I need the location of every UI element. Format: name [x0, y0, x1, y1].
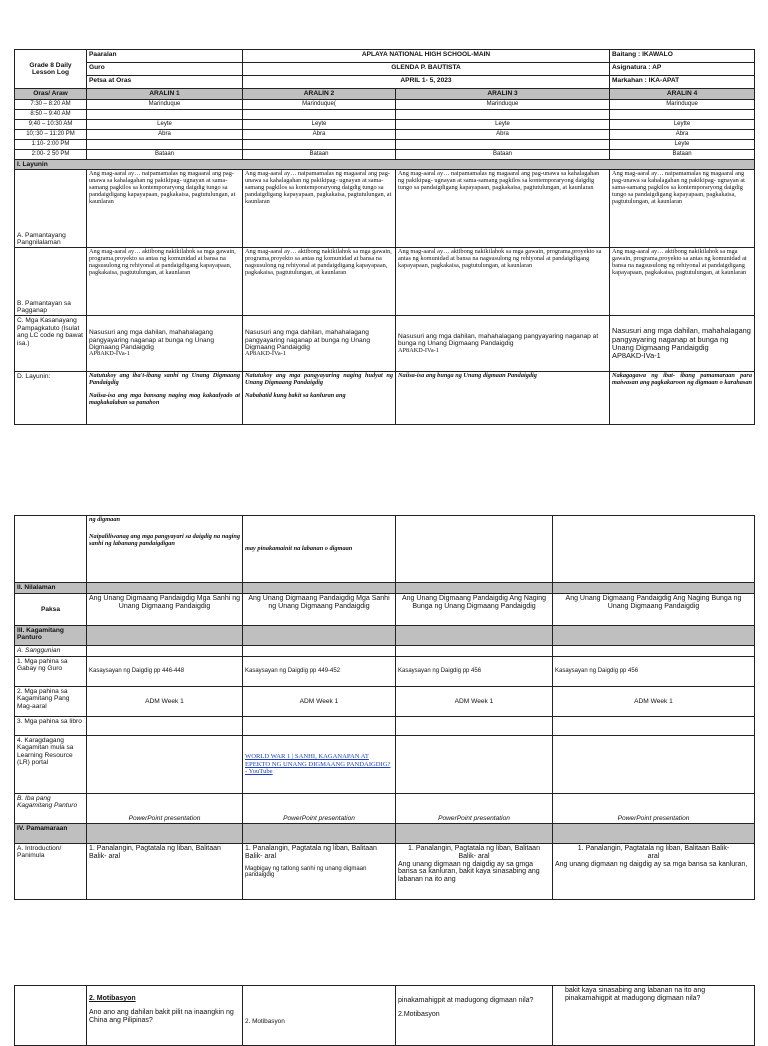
asignatura: Asignatura : AP — [610, 63, 755, 76]
pamantayan-sa-pagganap-text: Ang mag-aaral ay… aktibong nakikilahok sa mga gawain, programa,proyekto sa antas ng komunidad at bansa na nagsusulong ng rehiyonal at pandaigdigang kapayapaan, pagkakaisa, pagtutulungan, at kaunlaran — [243, 248, 396, 316]
kasanayan-text: Nasusuri ang mga dahilan, mahahalagang pangyayaring naganap at bunga ng Unang Digmaang Pandaigdig — [245, 329, 371, 352]
lesson-log-table-page3 — [14, 985, 755, 1046]
sanggunian-label: A. Sanggunian — [15, 646, 87, 657]
kagamitang-magaaral-value: ADM Week 1 — [87, 687, 243, 717]
aralin-2-header: ARALIN 2 — [243, 89, 396, 100]
schedule-cell: Bataan — [87, 150, 243, 160]
schedule-cell — [396, 110, 610, 120]
petsa-label: Petsa at Oras — [87, 76, 243, 89]
lc-code: AP8AKD-IVa-1 — [89, 350, 130, 358]
kagamitang-magaaral-value: ADM Week 1 — [396, 687, 553, 717]
introduction-label: A. Introduction/ Panimula — [15, 844, 87, 900]
schedule-row — [15, 140, 755, 150]
section-nilalaman: II. Nilalaman — [15, 583, 87, 594]
schedule-cell: Leyte — [87, 120, 243, 130]
schedule-time: 7:30 – 8:20 AM — [15, 100, 87, 110]
iba-pang-kagamitan-label: B. Iba pang Kagamitang Panturo — [15, 794, 87, 824]
gabay-guro-value: Kasaysayan ng Daigdig pp 449-452 — [243, 657, 396, 687]
gabay-guro-label: 1. Mga pahina sa Gabay ng Guro — [15, 657, 87, 687]
pamantayan-sa-pagganap-text: Ang mag-aaral ay… aktibong nakikilahok sa mga gawain, programa,proyekto sa antas ng komunidad at bansa na nagsusulong ng rehiyonal at pandaigdigang kapayapaan, pagkakaisa, pagtutulungan, at kaunlaran — [396, 248, 610, 316]
baitang: Baitang : IKAWALO — [610, 50, 755, 63]
gabay-guro-value: Kasaysayan ng Daigdig pp 456 — [396, 657, 553, 687]
paaralan-value: APLAYA NATIONAL HIGH SCHOOL-MAIN — [243, 50, 610, 63]
introduction-text: 1. Panalangin, Pagtatala ng liban, Balitaan Balik- aral — [245, 845, 377, 860]
introduction-text: Ang unang digmaan ng daigdig ay sa gmga bansa sa kanluran, bakit kaya sinasabing ang labanan na ito ang — [398, 860, 540, 884]
introduction-text: Magbigay ng tatlong sanhi ng unang digmaan pandaigdig — [245, 865, 367, 879]
motibasyon-title: 2. Motibasyon — [245, 1018, 285, 1025]
schedule-cell: Bataan — [610, 150, 755, 160]
kasanayan-text: Nasusuri ang mga dahilan, mahahalagang pangyayaring naganap at bunga ng Unang Digmaang Pandaigdig — [398, 333, 599, 348]
schedule-cell: Leytte — [610, 120, 755, 130]
paksa-text: Ang Unang Digmaang Pandaigdig Ang Naging Bunga ng Unang Digmaang Pandaigdig — [396, 594, 553, 626]
layunin-d-text: Natutukoy ang mga pangyayaring naging hudyat ng Unang Digmaang Pandaigdig — [245, 372, 393, 387]
kagamitang-magaaral-value: ADM Week 1 — [243, 687, 396, 717]
schedule-cell: Marinduque( — [243, 100, 396, 110]
schedule-cell: Bataan — [396, 150, 610, 160]
layunin-d-text: Naiisa-isa ang bunga ng Unang digmaan Pandaigdig — [398, 372, 537, 380]
kagamitang-magaaral-label: 2. Mga pahina sa Kagamitang Pang Mag-aaral — [15, 687, 87, 717]
lr-video-link[interactable]: WORLD WAR 1 | SANHI, KAGANAPAN AT EPEKTO NG UNANG DIGMAANG PANDAIGDIG? - YouTube — [245, 753, 391, 776]
layunin-cont-text: Naipaliliwanag ang mga pangyayari sa daigdig na naging sanhi ng labanang pandaigdigan — [89, 532, 240, 547]
layunin-d-text: Nakagagawa ng ibat- ibang pamamaraan para maiwasan ang pagkakaroon ng digmaan o karahasan — [612, 372, 753, 387]
oras-header: Oras/ Araw — [15, 89, 87, 100]
kasanayan-text: Nasusuri ang mga dahilan, mahahalagang pangyayaring naganap at bunga ng Unang Digmaang Pandaigdig — [612, 326, 751, 352]
schedule-cell: Leyte — [610, 140, 755, 150]
introduction-text: 1. Panalangin, Pagtatala ng liban, Balitaan Balik- aral — [408, 845, 540, 860]
schedule-row — [15, 100, 755, 110]
iba-pang-kagamitan-value: PowerPoint presentation — [243, 794, 396, 824]
page-1 — [0, 0, 768, 460]
pamantayang-pangnilalaman-text: Ang mag-aaral ay… naipamamalas ng magaaral ang pag-unawa sa kahalagahan ng pakikipag- ugnayan at sama-samang pagkilos sa kontemporaryong daigdig tungo sa pandaigdigang kapayapaan, pagkakaisa, pagtutulungan, at kaunlaran — [610, 170, 755, 248]
schedule-cell: Abra — [610, 130, 755, 140]
paaralan-label: Paaralan — [87, 50, 243, 63]
lc-code: AP8AKD-IVa-1 — [612, 351, 661, 361]
schedule-time: 8:50 – 9:40 AM — [15, 110, 87, 120]
aralin-1-header: ARALIN 1 — [87, 89, 243, 100]
paksa-label: Paksa — [15, 594, 87, 626]
guro-value: GLENDA P. BAUTISTA — [243, 63, 610, 76]
kasanayan-text: Nasusuri ang mga dahilan, mahahalagang pangyayaring naganap at bunga ng Unang Digmaang Pandaigdig — [89, 329, 215, 352]
motibasyon-title: 2. Motibasyon — [89, 995, 136, 1002]
pamantayan-sa-pagganap-text: Ang mag-aaral ay… aktibong nakikilahok sa mga gawain, programa,proyekto sa antas ng komunidad at bansa na nagsusulong ng rehiyonal at pandaigdigang kapayapaan, pagkakaisa, pagtutulungan, at kaunlaran — [87, 248, 243, 316]
paksa-text: Ang Unang Digmaang Pandaigdig Ang Naging Bunga ng Unang Digmaang Pandaigdig — [553, 594, 755, 626]
schedule-row — [15, 110, 755, 120]
schedule-cell — [610, 110, 755, 120]
schedule-cell — [243, 140, 396, 150]
pamantayan-sa-pagganap-text: Ang mag-aaral ay… aktibong nakikilahok sa mga gawain, programa,proyekto sa antas ng komunidad at bansa na nagsusulong ng rehiyonal at pandaigdigang kapayapaan, pagkakaisa, pagtutulungan, at kaunlaran — [610, 248, 755, 316]
layunin-cont-text: may pinakamainit na labanan o digmaan — [243, 516, 396, 583]
schedule-cell — [243, 110, 396, 120]
schedule-time: 10;:30 – 11:20 PM — [15, 130, 87, 140]
motibasyon-question: Ano ano ang dahilan bakit pilit na inaangkin ng China ang Pilipinas? — [89, 1008, 234, 1024]
page-3 — [0, 975, 768, 1024]
motibasyon-text: pinakamahigpit at madugong digmaan nila? — [398, 997, 534, 1004]
schedule-time: 9;40 – 10:30 AM — [15, 120, 87, 130]
gabay-guro-value: Kasaysayan ng Daigdig pp 456 — [553, 657, 755, 687]
aralin-4-header: ARALIN 4 — [610, 89, 755, 100]
schedule-cell: Abra — [87, 130, 243, 140]
pamantayang-pangnilalaman-text: Ang mag-aaral ay… naipamamalas ng magaaral ang pag-unawa sa kahalagahan ng pakikipag- ugnayan at sama-samang pagkilos sa kontemporaryong daigdig tungo sa pandaigdigang kapayapaan, pagkakaisa, pagtutulungan, at kaunlaran — [243, 170, 396, 248]
kasanayang-pampagkatuto-label: C. Mga Kasanayang Pampagkatuto (Isulat ang LC code ng bawat isa.) — [15, 316, 87, 372]
motibasyon-title: 2.Motibasyon — [398, 1010, 440, 1018]
pamantayang-pangnilalaman-text: Ang mag-aaral ay… naipamamalas ng magaaral ang pag-unawa sa kahalagahan ng pakikipag- ugnayan at sama-samang pagkilos sa kontemporaryong daigdig tungo sa pandaigdigang kapayapaan, pagkakaisa, pagtutulungan, at kaunlaran — [87, 170, 243, 248]
schedule-row — [15, 150, 755, 160]
schedule-cell: Abra — [396, 130, 610, 140]
schedule-cell: Marinduque — [396, 100, 610, 110]
schedule-cell: Leyte — [396, 120, 610, 130]
gabay-guro-value: Kasaysayan ng Daigdig pp 446-448 — [87, 657, 243, 687]
introduction-text: Ang unang digmaan ng daigdig ay sa mga bansa sa kanluran, — [555, 860, 748, 868]
paksa-text: Ang Unang Digmaang Pandaigdig Mga Sanhi ng Unang Digmaang Pandaigdig — [87, 594, 243, 626]
kagamitang-magaaral-value: ADM Week 1 — [553, 687, 755, 717]
lc-code: AP8AKD-IVa-1 — [245, 350, 286, 358]
lc-code: AP8AKD-IVa-1 — [398, 346, 439, 354]
schedule-time: 2:00- 2 50 PM — [15, 150, 87, 160]
dll-title: Grade 8 Daily Lesson Log — [15, 50, 87, 89]
markahan: Markahan : IKA-APAT — [610, 76, 755, 89]
lr-portal-label: 4. Karagdagang Kagamitan mula sa Learning Resource (LR) portal — [15, 736, 87, 794]
lesson-log-table-page2 — [14, 515, 755, 900]
section-pamamaraan: IV. Pamamaraan — [15, 824, 87, 844]
petsa-value: APRIL 1- 5, 2023 — [243, 76, 610, 89]
schedule-cell: Leyte — [243, 120, 396, 130]
motibasyon-text: bakit kaya sinasabing ang labanan na ito ang pinakamahigpit at madugong digmaan nila? — [565, 987, 706, 1002]
schedule-row — [15, 120, 755, 130]
schedule-cell: Bataan — [243, 150, 396, 160]
schedule-cell — [396, 140, 610, 150]
pamantayan-sa-pagganap-label: B. Pamantayan sa Pagganap — [15, 248, 87, 316]
layunin-d-text: Naiisa-isa ang mga bansang naging mag kakaalyado at magkakalaban sa panahon — [89, 392, 240, 407]
schedule-cell: Abra — [243, 130, 396, 140]
iba-pang-kagamitan-value: PowerPoint presentation — [396, 794, 553, 824]
section-layunin: I. Layunin — [15, 160, 755, 170]
schedule-cell — [87, 110, 243, 120]
schedule-time: 1:10- 2:00 PM — [15, 140, 87, 150]
introduction-text: 1. Panalangin, Pagtatala ng liban, Balitaan Balik- aral — [577, 845, 730, 860]
teksbuk-label: 3. Mga pahina sa libro — [15, 717, 87, 736]
schedule-cell: Marinduque — [87, 100, 243, 110]
layunin-d-label: D. Layunin: — [15, 372, 87, 425]
aralin-3-header: ARALIN 3 — [396, 89, 610, 100]
layunin-d-text: Natutukoy ang iba't-ibang sanhi ng Unang Digmaang Pandaigdig — [89, 372, 240, 387]
schedule-cell: Marinduque — [610, 100, 755, 110]
page-2 — [0, 500, 768, 940]
iba-pang-kagamitan-value: PowerPoint presentation — [553, 794, 755, 824]
section-kagamitan: III. Kagamitang Panturo — [15, 626, 87, 646]
pamantayang-pangnilalaman-text: Ang mag-aaral ay… naipamamalas ng magaaral ang pag-unawa sa kahalagahan ng pakikipag- ugnayan at sama-samang pagkilos sa kontemporaryong daigdig tungo sa pandaigdigang kapayapaan, pagkakaisa, pagtutulungan, at kaunlaran — [396, 170, 610, 248]
iba-pang-kagamitan-value: PowerPoint presentation — [87, 794, 243, 824]
layunin-d-text: Nababatid kung bakit sa kanluran ang — [245, 392, 346, 400]
schedule-row — [15, 130, 755, 140]
lesson-log-table-page1 — [14, 49, 755, 425]
introduction-text: 1. Panalangin, Pagtatala ng liban, Balitaan Balik- aral — [87, 844, 243, 900]
layunin-cont-text: ng digmaan — [89, 516, 120, 523]
schedule-cell — [87, 140, 243, 150]
pamantayang-pangnilalaman-label: A. Pamantayang Pangnilalaman — [15, 170, 87, 248]
guro-label: Guro — [87, 63, 243, 76]
paksa-text: Ang Unang Digmaang Pandaigdig Mga Sanhi ng Unang Digmaang Pandaigdig — [243, 594, 396, 626]
